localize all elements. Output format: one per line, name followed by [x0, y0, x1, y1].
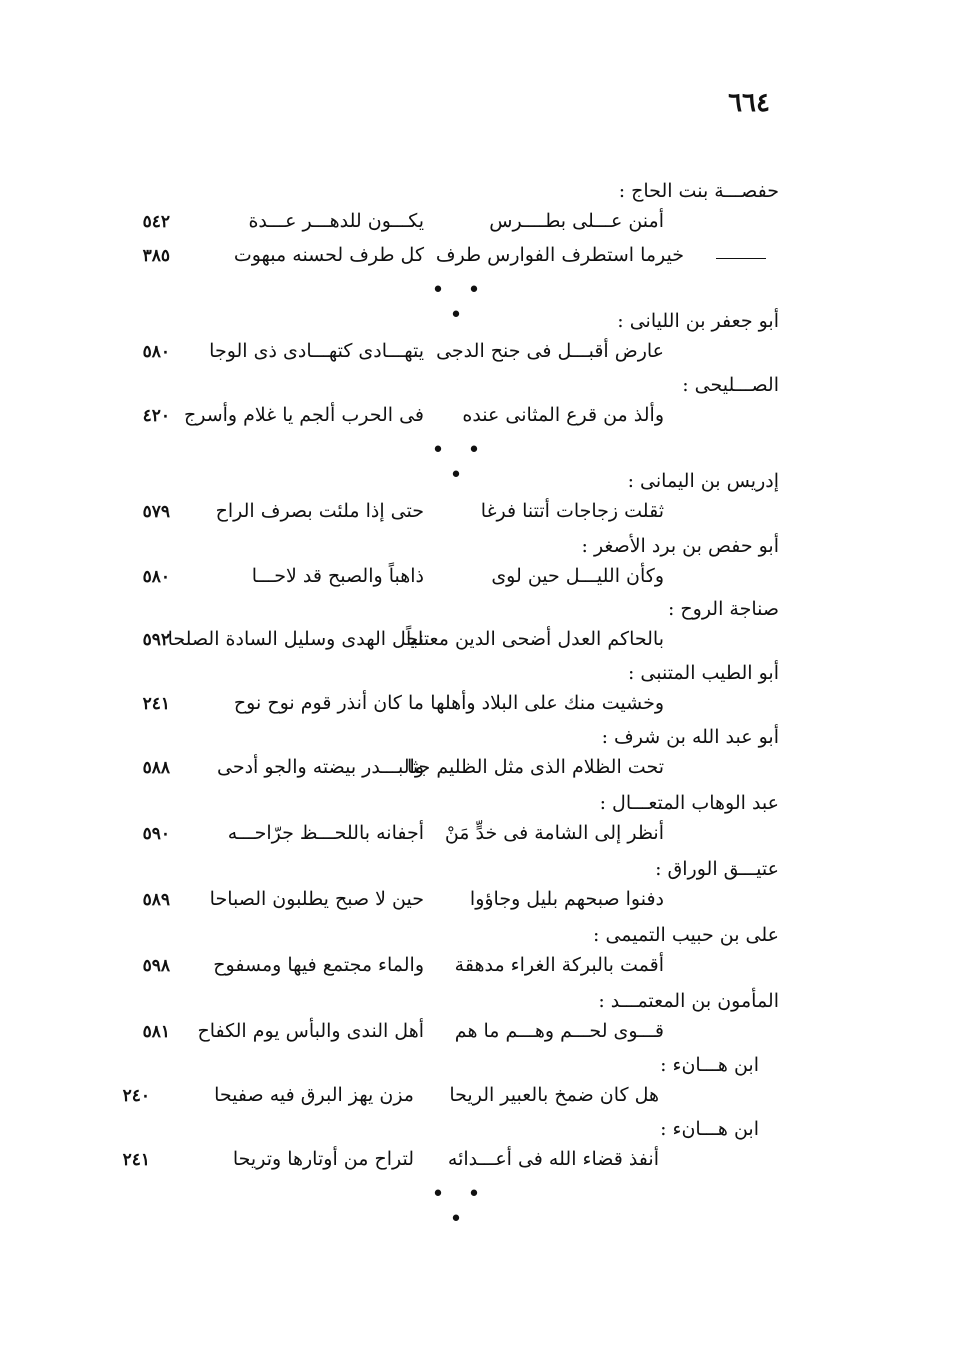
page-reference: ٥٧٩: [142, 502, 170, 522]
poet-name: عبد الوهاب المتعـــال :: [599, 792, 779, 814]
page-reference: ٥٨٠: [142, 342, 170, 362]
second-hemistich: مزن يهز البرق فيه صفيحا: [214, 1084, 414, 1106]
poet-name: على بن حبيب التميمى :: [593, 924, 779, 946]
dash-line: [716, 258, 766, 259]
verse-line: [0, 1016, 954, 1056]
section-separator: • • •: [431, 278, 489, 328]
second-hemistich: يتهـــادى كتهـــادى ذى الوجا: [209, 340, 424, 362]
second-hemistich: ذاهباً والصبح قد لاحـــا: [251, 565, 424, 587]
poet-name: ابن هـــانء :: [660, 1118, 759, 1140]
second-hemistich: والماء مجتمع فيها ومسفوح: [213, 954, 424, 976]
poet-name: صناجة الروح :: [667, 598, 779, 620]
section-separator: • • •: [431, 438, 489, 488]
first-hemistich: وخشيت منك على البلاد وأهلها: [430, 692, 664, 714]
page-reference: ٥٩٨: [142, 956, 170, 976]
poet-name: إدريس بن اليمانى :: [627, 470, 779, 492]
first-hemistich: أمنن عـــلى بطــــرس: [489, 210, 664, 232]
second-hemistich: أجفانه باللحـــظ جرّاحـــه: [227, 822, 424, 844]
second-hemistich: حين لا صبح يطلبون الصباحا: [209, 888, 424, 910]
poet-name: أبو الطيب المتنبى :: [627, 662, 779, 684]
verse-line: [0, 624, 954, 664]
first-hemistich: دفنوا صبحهم بليل وجاؤوا: [469, 888, 664, 910]
verse-line: [0, 561, 954, 601]
poet-name: أبو عبد الله بن شرف :: [601, 726, 779, 748]
second-hemistich: يكـــون للدهـــر عـــدة: [248, 210, 424, 232]
verse-line: [0, 1144, 954, 1184]
second-hemistich: والبـــدر بيضته والجو أدحى: [216, 756, 424, 778]
first-hemistich: خيرما استطرف الفوارس طرف: [435, 244, 684, 266]
page-number: ٦٦٤: [728, 88, 770, 118]
verse-line: [0, 884, 954, 924]
second-hemistich: لتراح من أوتارها وتريحا: [232, 1148, 414, 1170]
poet-name: عتيـــق الوراق :: [655, 858, 779, 880]
second-hemistich: نجل الهدى وسليل السادة الصلحا: [167, 628, 424, 650]
second-hemistich: أهل الندى والبأس يوم الكفاح: [197, 1020, 424, 1042]
verse-line: [0, 1080, 954, 1120]
page-reference: ٢٤٠: [122, 1086, 150, 1106]
poet-name: حفصـــة بنت الحاج :: [618, 180, 779, 202]
page-reference: ٥٩٢: [142, 630, 170, 650]
second-hemistich: كل طرف لحسنه مبهوت: [233, 244, 424, 266]
first-hemistich: وكأن الليـــل حين لوى: [491, 565, 664, 587]
first-hemistich: أنظر إلى الشامة فى خدٍّ مَنْ: [444, 822, 664, 844]
verse-line: [0, 752, 954, 792]
page-reference: ٥٨٨: [142, 758, 170, 778]
first-hemistich: تحت الظلام الذى مثل الظليم جثا: [407, 756, 664, 778]
page-reference: ٥٨١: [142, 1022, 170, 1042]
verse-line: [0, 688, 954, 728]
page-reference: ٥٨٩: [142, 890, 170, 910]
verse-line: [0, 496, 954, 536]
first-hemistich: عارض أقبـــل فى جنح الدجى: [436, 340, 664, 362]
poet-name: أبو حفص بن برد الأصغر :: [581, 535, 779, 557]
page-reference: ٥٩٠: [142, 824, 170, 844]
second-hemistich: ما كان أنذر قوم نوح نوح: [233, 692, 424, 714]
first-hemistich: ثقلت زجاجات أتتنا فرغا: [480, 500, 664, 522]
poet-name: ابن هـــانء :: [660, 1054, 759, 1076]
page-reference: ٥٨٠: [142, 567, 170, 587]
first-hemistich: قـــوى لحـــم وهـــم ما هم: [454, 1020, 664, 1042]
verse-line: [0, 400, 954, 440]
page-reference: ٢٤١: [142, 694, 170, 714]
section-separator: • • •: [431, 1182, 489, 1232]
verse-line: [0, 950, 954, 990]
page-reference: ٤٢٠: [142, 406, 170, 426]
poet-name: المأمون بن المعتمـــد :: [598, 990, 779, 1012]
verse-line: [0, 818, 954, 858]
verse-line: [0, 336, 954, 376]
first-hemistich: أنفذ قضاء الله فى أعـــدائه: [447, 1148, 659, 1170]
first-hemistich: وألذ من قرع المثانى عنده: [462, 404, 664, 426]
poet-name: الصـــليحى :: [682, 374, 779, 396]
second-hemistich: حتى إذا ملئت بصرف الراح: [215, 500, 424, 522]
page-reference: ٢٤١: [122, 1150, 150, 1170]
page-reference: ٣٨٥: [142, 246, 170, 266]
verse-line: [0, 240, 954, 280]
page-reference: ٥٤٢: [142, 212, 170, 232]
second-hemistich: فى الحرب ألجم يا غلام وأسرج: [183, 404, 424, 426]
first-hemistich: هل كان ضمخ بالعبير الريحا: [449, 1084, 659, 1106]
poet-name: أبو جعفر بن الليانى :: [617, 310, 779, 332]
first-hemistich: أقمت بالبركة الغراء مدهقة: [454, 954, 664, 976]
first-hemistich: بالحاكم العدل أضحى الدين معتلياً: [406, 628, 664, 650]
